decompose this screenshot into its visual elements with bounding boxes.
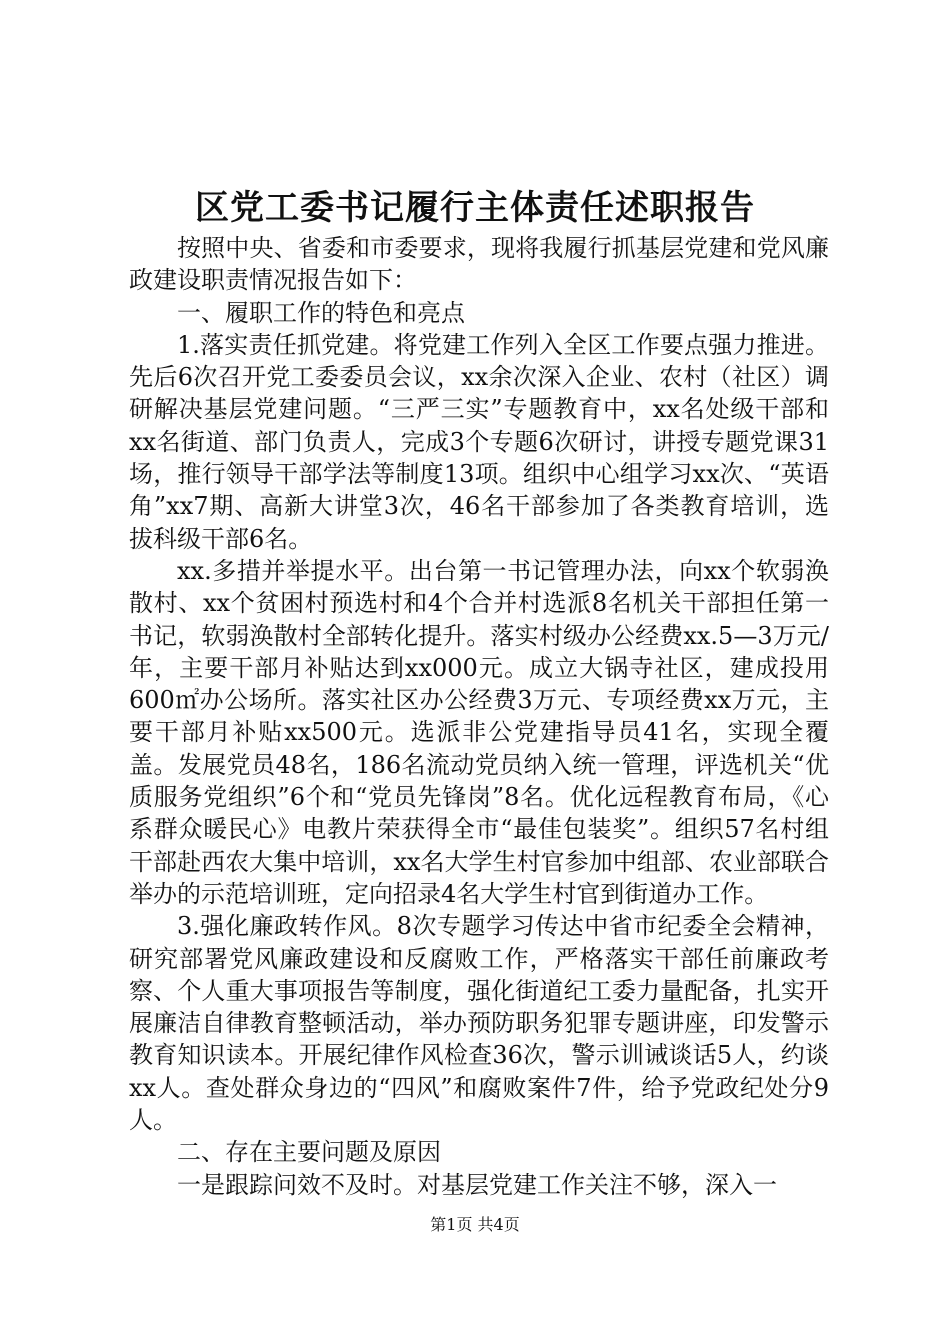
intro-paragraph: 按照中央、省委和市委要求，现将我履行抓基层党建和党风廉政建设职责情况报告如下：: [129, 234, 829, 295]
body-paragraph: 一是跟踪问效不及时。对基层党建工作关注不够，深入一: [177, 1170, 777, 1199]
body-paragraph: 3.强化廉政转作风。8次专题学习传达中省市纪委全会精神，研究部署党风廉政建设和反腐败工作，严格落实干部任前廉政考察、个人重大事项报告等制度，强化街道纪工委力量配备，扎实开展廉洁自律教育整顿活动，举办预防职务犯罪专题讲座，印发警示教育知识读本。开展纪律作风检查36次，警示训诫谈话5人，约谈xx人。查处群众身边的“四风”和腐败案件7件，给予党政纪处分9人。: [129, 912, 829, 1135]
document-title: 区党工委书记履行主体责任述职报告: [195, 188, 755, 228]
page-footer: 第1页 共4页: [430, 1215, 520, 1234]
section-heading-2: 二、存在主要问题及原因: [177, 1138, 441, 1167]
body-paragraph: xx.多措并举提水平。出台第一书记管理办法，向xx个软弱涣散村、xx个贫困村预选村和4个合并村选派8名机关干部担任第一书记，软弱涣散村全部转化提升。落实村级办公经费xx.5—3万元/年，主要干部月补贴达到xx000元。成立大锅寺社区，建成投用600㎡办公场所。落实社区办公经费3万元、专项经费xx万元，主要干部月补贴xx500元。选派非公党建指导员41名，实现全覆盖。发展党员48名，186名流动党员纳入统一管理，评选机关“优质服务党组织”6个和“党员先锋岗”8名。优化远程教育布局，《心系群众暖民心》电教片荣获得全市“最佳包装奖”。组织57名村组干部赴西农大集中培训，xx名大学生村官参加中组部、农业部联合举办的示范培训班，定向招录4名大学生村官到街道办工作。: [129, 556, 829, 908]
section-heading-1: 一、履职工作的特色和亮点: [177, 298, 465, 327]
body-paragraph: 1.落实责任抓党建。将党建工作列入全区工作要点强力推进。先后6次召开党工委委员会议，xx余次深入企业、农村（社区）调研解决基层党建问题。“三严三实”专题教育中，xx名处级干部和xx名街道、部门负责人，完成3个专题6次研讨，讲授专题党课31场，推行领导干部学法等制度13项。组织中心组学习xx次、“英语角”xx7期、高新大讲堂3次，46名干部参加了各类教育培训，选拔科级干部6名。: [129, 330, 829, 553]
document-body: [129, 232, 829, 1201]
